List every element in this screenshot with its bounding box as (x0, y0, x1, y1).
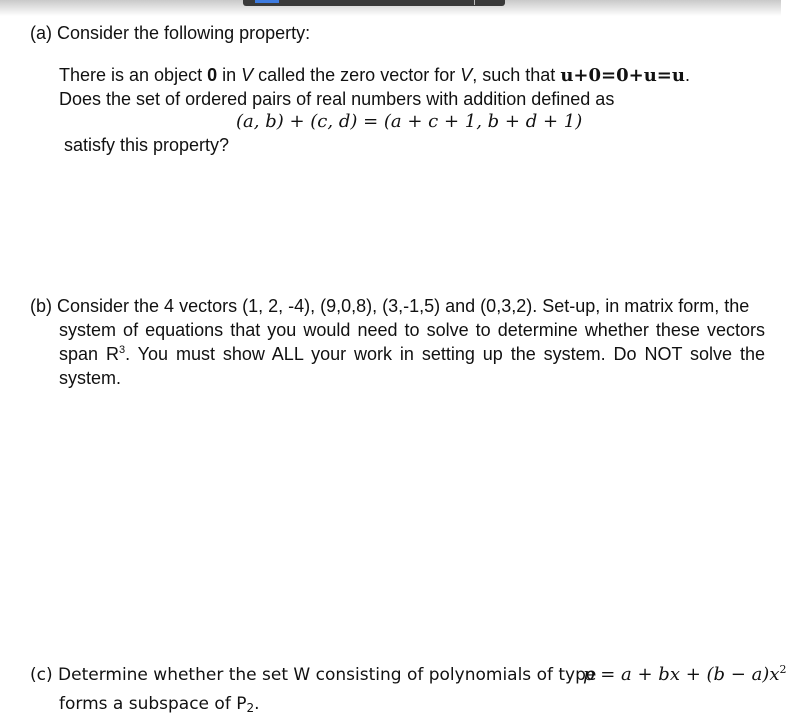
vector-space-symbol-2: V (460, 65, 473, 85)
part-a-period: . (684, 65, 690, 85)
polynomial-formula-main: p = a + bx + (b − a)x (583, 664, 780, 685)
active-tab-indicator (255, 0, 279, 3)
addition-formula: (a, b) + (c, d) = (a + c + 1, b + d + 1) (236, 111, 583, 132)
part-b-line-3-post: . You must show ALL your work in setting up the system. Do NOT solve the (125, 344, 765, 364)
part-b-line-2: system of equations that you would need to solve to determine whether these vectors (59, 320, 765, 340)
part-a-line-1-prefix: There is an object (59, 65, 208, 85)
part-c-line-2 (59, 692, 260, 716)
p2-subscript: 2 (246, 701, 255, 715)
polynomial-formula (583, 663, 786, 687)
part-c-line-2-post: . (254, 694, 260, 714)
zero-vector-symbol: 0 (207, 65, 218, 85)
part-a-line-3: satisfy this property? (64, 135, 230, 155)
part-a-line-2: Does the set of ordered pairs of real numbers with addition defined as (59, 89, 615, 109)
part-b-line-4: system. (59, 368, 122, 388)
part-c-line-2-pre: forms a subspace of P (59, 694, 247, 714)
part-a-line-1-mid: called the zero vector for (253, 65, 461, 85)
tab-divider (474, 0, 475, 5)
zero-identity-equation: u+0=0+u=u (560, 65, 685, 86)
browser-tab-bar[interactable] (243, 0, 505, 6)
r3-exponent: 3 (118, 344, 126, 356)
part-b-line-3-pre: span R (59, 344, 119, 364)
part-b-line-1: (b) Consider the 4 vectors (1, 2, -4), (9,0,8), (3,-1,5) and (0,3,2). Set-up, in matrix form, the (30, 296, 750, 316)
part-a-line-1-in: in (217, 65, 242, 85)
part-a-line-1-suffix: , such that (472, 65, 561, 85)
part-a-heading: (a) Consider the following property: (30, 23, 311, 43)
vector-space-symbol: V (241, 65, 254, 85)
part-b-line-3 (59, 342, 765, 366)
part-a-line-1 (59, 63, 690, 88)
part-c-line-1: (c) Determine whether the set W consisting of polynomials of type (30, 665, 597, 685)
polynomial-exponent: 2 (779, 663, 786, 676)
